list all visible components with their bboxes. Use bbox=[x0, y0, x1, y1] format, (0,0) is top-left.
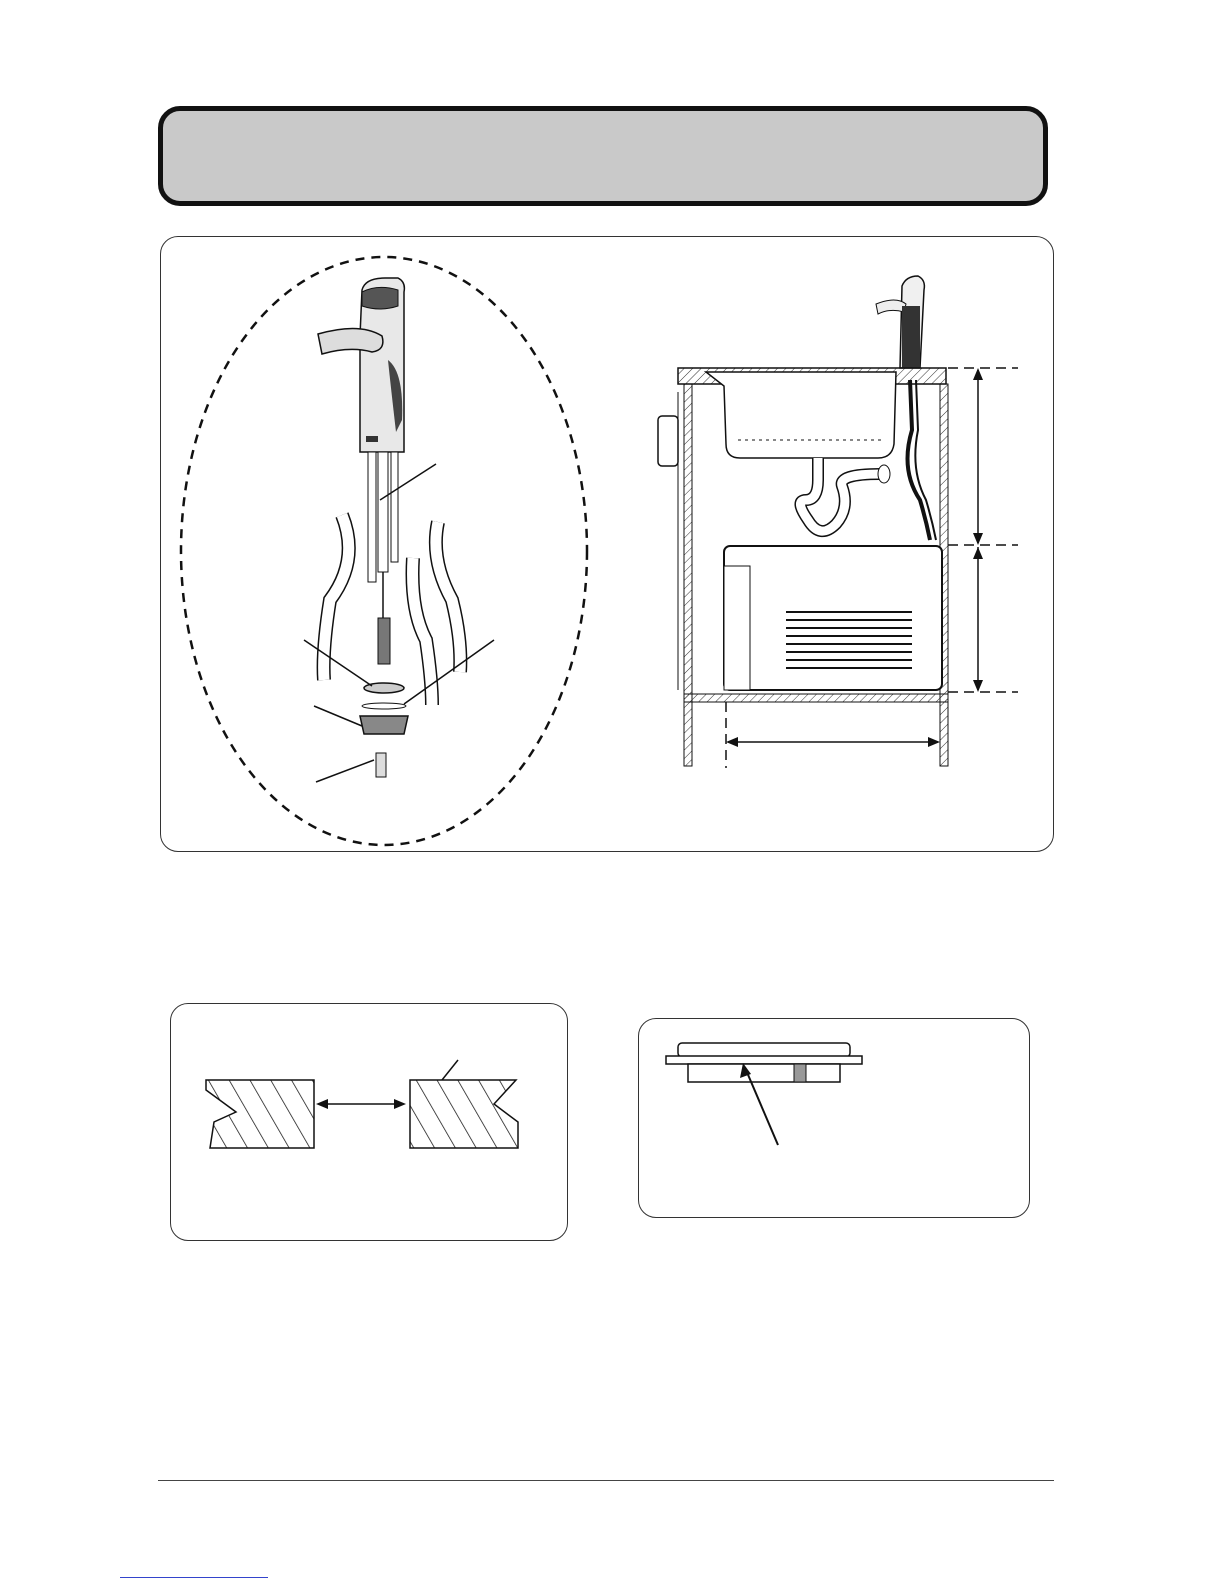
link-underline[interactable] bbox=[120, 1577, 268, 1578]
washer-top bbox=[678, 1043, 850, 1057]
washer-body bbox=[688, 1064, 840, 1082]
footer-divider bbox=[158, 1480, 1054, 1481]
washer-flange bbox=[666, 1056, 862, 1064]
